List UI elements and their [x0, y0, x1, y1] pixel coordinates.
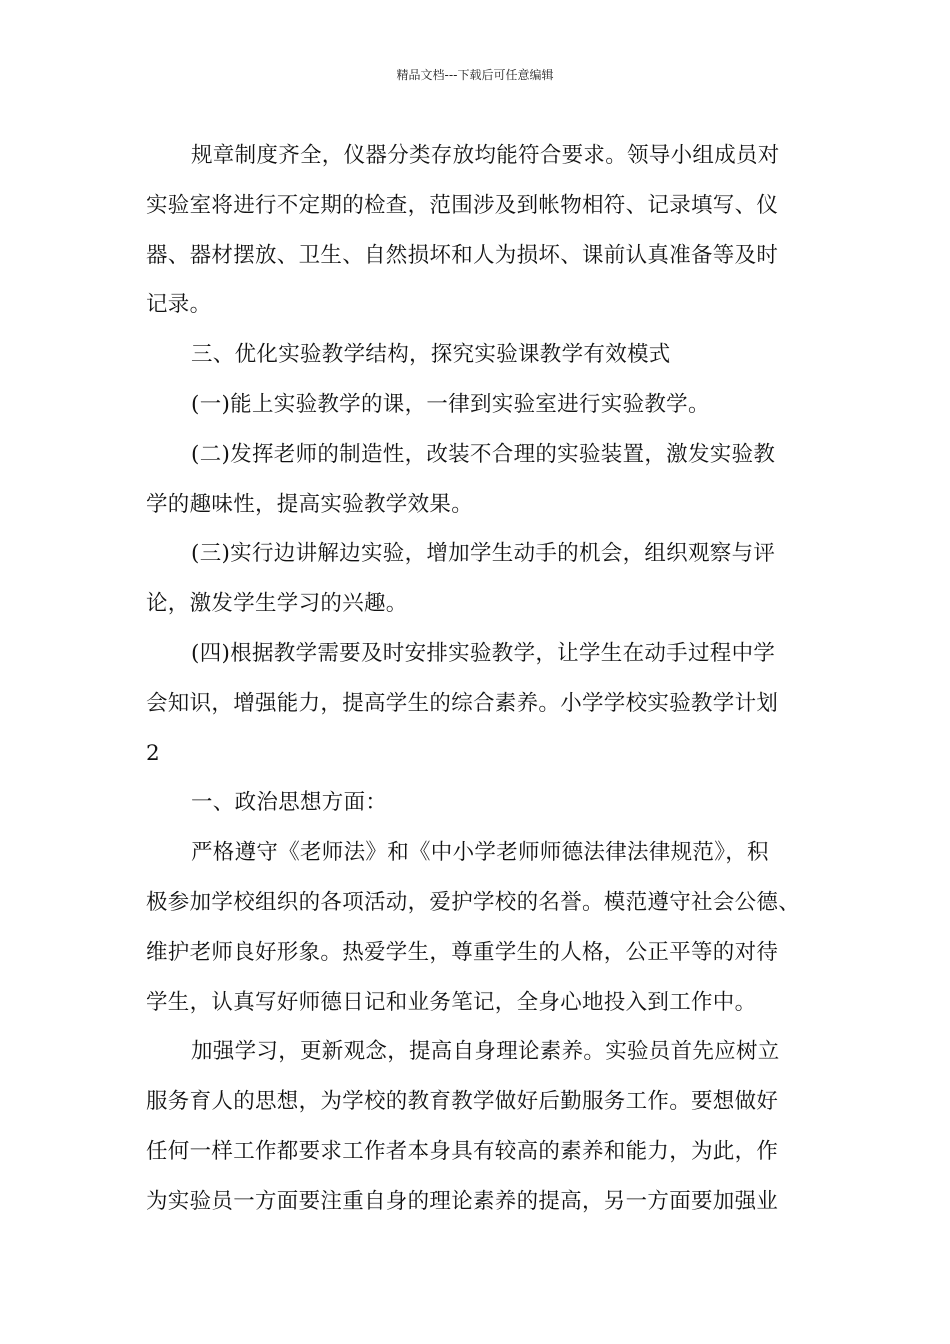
- section-heading: 一、政治思想方面：: [191, 790, 388, 816]
- text-line: 论，激发学生学习的兴趣。: [146, 591, 408, 617]
- text-line: 2: [146, 740, 160, 766]
- text-line: 学的趣味性，提高实验教学效果。: [146, 491, 474, 517]
- text-line: 任何一样工作都要求工作者本身具有较高的素养和能力，为此，作: [146, 1138, 779, 1164]
- text-line: (一)能上实验教学的课，一律到实验室进行实验教学。: [191, 391, 710, 417]
- document-body: [146, 131, 808, 1227]
- text-line: 维护老师良好形象。热爱学生，尊重学生的人格，公正平等的对待: [146, 939, 779, 965]
- text-line: (二)发挥老师的制造性，改装不合理的实验装置，激发实验教: [191, 441, 776, 467]
- text-line: 为实验员一方面要注重自身的理论素养的提高，另一方面要加强业: [146, 1188, 779, 1214]
- text-line: 器、器材摆放、卫生、自然损坏和人为损坏、课前认真准备等及时: [146, 242, 779, 268]
- text-line: 实验室将进行不定期的检查，范围涉及到帐物相符、记录填写、仪: [146, 192, 779, 218]
- text-line: 会知识，增强能力，提高学生的综合素养。小学学校实验教学计划: [146, 690, 779, 716]
- section-heading: 三、优化实验教学结构，探究实验课教学有效模式: [191, 342, 671, 368]
- text-line: 严格遵守《老师法》和《中小学老师师德法律法律规范》，积: [191, 840, 769, 866]
- text-line: 服务育人的思想，为学校的教育教学做好后勤服务工作。要想做好: [146, 1089, 779, 1115]
- text-line: (三)实行边讲解边实验，增加学生动手的机会，组织观察与评: [191, 541, 776, 567]
- text-line: (四)根据教学需要及时安排实验教学，让学生在动手过程中学: [191, 640, 776, 666]
- text-line: 极参加学校组织的各项活动，爱护学校的名誉。模范遵守社会公德、: [146, 889, 801, 915]
- text-line: 学生，认真写好师德日记和业务笔记，全身心地投入到工作中。: [146, 989, 757, 1015]
- text-line: 规章制度齐全，仪器分类存放均能符合要求。领导小组成员对: [191, 143, 780, 168]
- page-header: 精品文档---下载后可任意编辑: [396, 68, 554, 82]
- text-line: 加强学习，更新观念，提高自身理论素养。实验员首先应树立: [191, 1039, 780, 1065]
- text-line: 记录。: [146, 292, 212, 318]
